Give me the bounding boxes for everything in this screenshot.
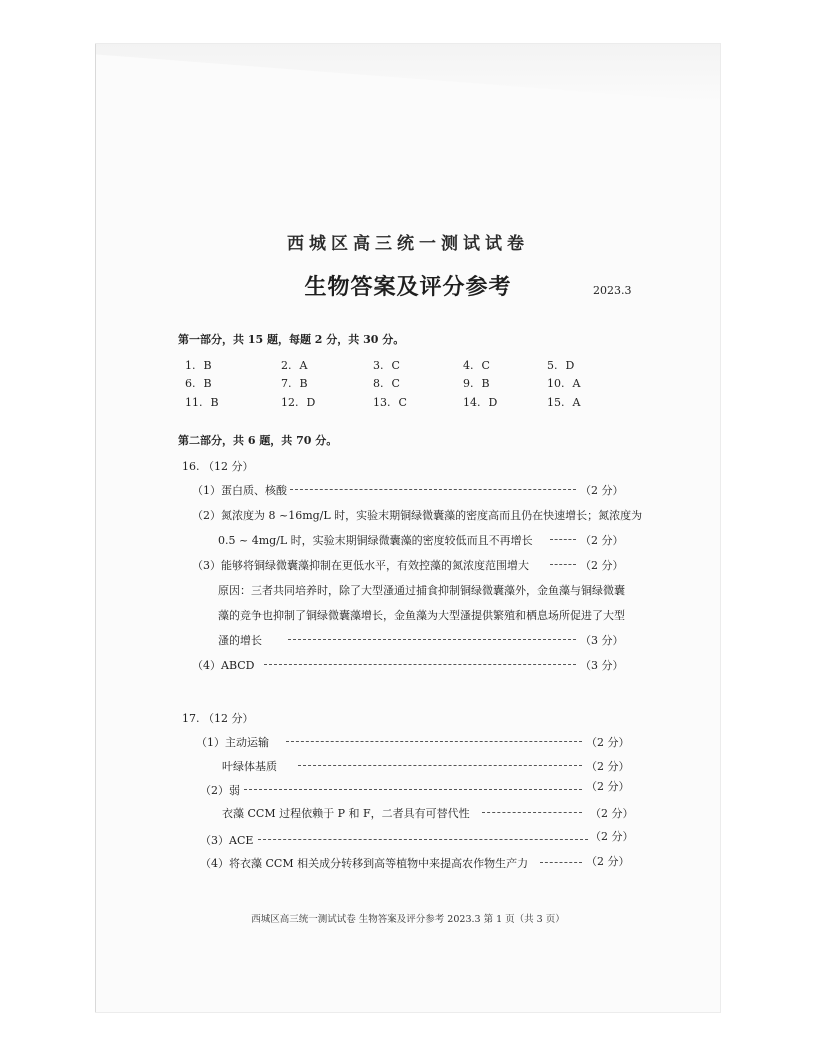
mc-answer-letter: D: [488, 396, 498, 409]
q16-answer-2-line2: 0.5 ~ 4mg/L 时，实验末期铜绿微囊藻的密度较低而且不再增长: [218, 534, 533, 547]
mc-question-number: 2.: [281, 359, 292, 372]
q16-answer-3-line2: 原因：三者共同培养时，除了大型溞通过捕食抑制铜绿微囊藻外，金鱼藻与铜绿微囊: [218, 584, 625, 597]
mc-answer: [373, 396, 407, 409]
q17-title: 17. （12 分）: [182, 712, 254, 725]
dotted-leader: [288, 639, 576, 640]
q17-score-4: （2 分）: [586, 855, 630, 868]
q17-answer-3: （3）ACE: [200, 834, 254, 847]
mc-answer-letter: B: [481, 377, 490, 390]
mc-answer: [463, 396, 497, 409]
mc-answer: [185, 359, 212, 372]
mc-question-number: 15.: [547, 396, 565, 409]
mc-question-number: 7.: [281, 377, 292, 390]
q16-score-3b: （3 分）: [580, 634, 624, 647]
dotted-leader: [540, 862, 582, 863]
mc-answer-letter: C: [391, 359, 400, 372]
q16-answer-3-line1: （3）能够将铜绿微囊藻抑制在更低水平，有效控藻的氮浓度范围增大: [192, 559, 529, 572]
q17-score-1b: （2 分）: [586, 760, 630, 773]
mc-question-number: 5.: [547, 359, 558, 372]
q17-answer-1b: 叶绿体基质: [222, 760, 277, 773]
mc-answer: [463, 377, 490, 390]
mc-answer-letter: B: [203, 359, 212, 372]
mc-question-number: 9.: [463, 377, 474, 390]
q16-score-4: （3 分）: [580, 659, 624, 672]
dotted-leader: [550, 564, 576, 565]
mc-question-number: 14.: [463, 396, 481, 409]
mc-answer-letter: D: [565, 359, 575, 372]
q17-answer-2b: 衣藻 CCM 过程依赖于 P 和 F，二者具有可替代性: [222, 807, 470, 820]
mc-answer-letter: A: [572, 396, 581, 409]
q17-answer-1: （1）主动运输: [196, 736, 269, 749]
exam-title: 西城区高三统一测试试卷: [287, 234, 529, 254]
mc-answer-letter: C: [391, 377, 400, 390]
page-footer: 西城区高三统一测试试卷 生物答案及评分参考 2023.3 第 1 页（共 3 页）: [251, 914, 565, 925]
mc-answer: [463, 359, 490, 372]
mc-answer: [547, 396, 580, 409]
dotted-leader: [244, 789, 582, 790]
q17-score-2b: （2 分）: [590, 807, 634, 820]
q16-answer-1: （1）蛋白质、核酸: [192, 484, 287, 497]
mc-question-number: 8.: [373, 377, 384, 390]
dotted-leader: [258, 839, 588, 840]
mc-answer: [547, 359, 574, 372]
mc-question-number: 3.: [373, 359, 384, 372]
mc-question-number: 6.: [185, 377, 196, 390]
mc-answer: [281, 396, 315, 409]
mc-answer: [185, 396, 219, 409]
mc-question-number: 12.: [281, 396, 299, 409]
dotted-leader: [290, 489, 576, 490]
exam-date: 2023.3: [593, 284, 632, 297]
mc-answer: [281, 359, 307, 372]
mc-question-number: 10.: [547, 377, 565, 390]
mc-answer: [281, 377, 308, 390]
answer-key-title: 生物答案及评分参考: [304, 274, 512, 300]
q17-score-1: （2 分）: [586, 736, 630, 749]
mc-answer-letter: A: [572, 377, 581, 390]
dotted-leader: [482, 812, 582, 813]
mc-answer-letter: C: [481, 359, 490, 372]
mc-question-number: 13.: [373, 396, 391, 409]
mc-answer-letter: D: [306, 396, 316, 409]
mc-answer-letter: B: [210, 396, 219, 409]
mc-answer: [185, 377, 212, 390]
part1-heading: 第一部分，共 15 题，每题 2 分，共 30 分。: [178, 333, 405, 346]
q16-answer-2-line1: （2）氮浓度为 8 ~16mg/L 时，实验末期铜绿微囊藻的密度高而且仍在快速增长；氮浓度为: [192, 509, 643, 522]
part2-heading: 第二部分，共 6 题，共 70 分。: [178, 434, 338, 447]
q17-answer-2: （2）弱: [200, 784, 240, 797]
q16-answer-4: （4）ABCD: [192, 659, 255, 672]
mc-question-number: 1.: [185, 359, 196, 372]
mc-answer-letter: B: [299, 377, 308, 390]
mc-answer-letter: A: [299, 359, 308, 372]
q16-answer-3-line3: 藻的竞争也抑制了铜绿微囊藻增长，金鱼藻为大型溞提供繁殖和栖息场所促进了大型: [218, 609, 625, 622]
q16-answer-3-line4: 溞的增长: [218, 634, 262, 647]
mc-question-number: 11.: [185, 396, 203, 409]
dotted-leader: [286, 741, 582, 742]
q16-score-1: （2 分）: [580, 484, 624, 497]
mc-answer: [373, 359, 400, 372]
q17-score-3: （2 分）: [590, 830, 634, 843]
mc-answer-letter: C: [398, 396, 407, 409]
mc-answer: [547, 377, 580, 390]
dotted-leader: [264, 664, 576, 665]
mc-answer: [373, 377, 400, 390]
dotted-leader: [550, 539, 576, 540]
q16-title: 16. （12 分）: [182, 460, 254, 473]
q16-score-3a: （2 分）: [580, 559, 624, 572]
q17-answer-4: （4）将衣藻 CCM 相关成分转移到高等植物中来提高农作物生产力: [200, 857, 529, 870]
mc-answer-letter: B: [203, 377, 212, 390]
dotted-leader: [298, 765, 582, 766]
q16-score-2: （2 分）: [580, 534, 624, 547]
q17-score-2: （2 分）: [586, 780, 630, 793]
mc-question-number: 4.: [463, 359, 474, 372]
